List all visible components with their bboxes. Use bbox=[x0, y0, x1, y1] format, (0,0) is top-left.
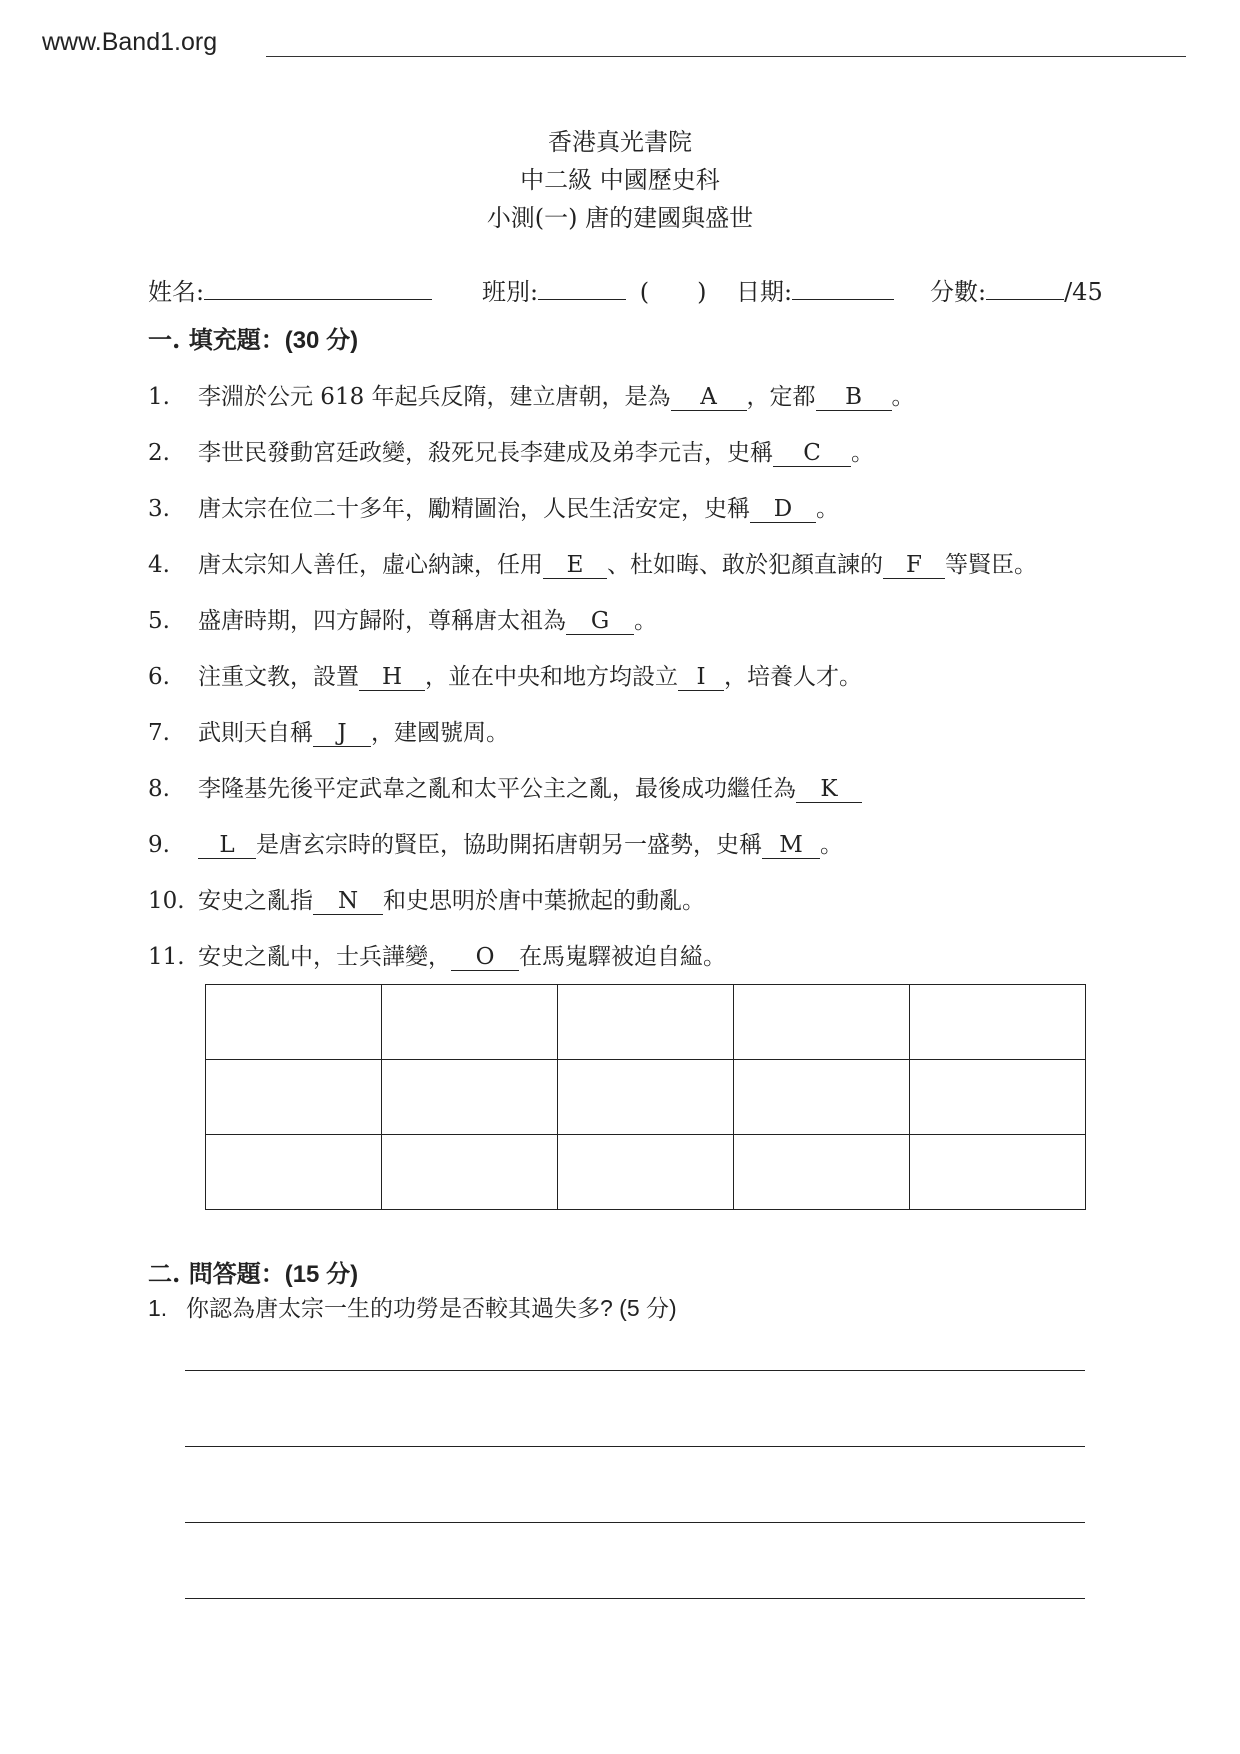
blank-M[interactable]: M bbox=[762, 832, 820, 859]
question-text: ，建國號周。 bbox=[371, 720, 509, 746]
site-header: www.Band1.org bbox=[42, 28, 218, 56]
question-text: 唐太宗在位二十多年，勵精圖治，人民生活安定，史稱 bbox=[198, 496, 750, 522]
blank-I[interactable]: I bbox=[678, 664, 724, 691]
question-6 bbox=[148, 658, 862, 691]
name-blank[interactable] bbox=[204, 275, 432, 300]
question-text: 武則天自稱 bbox=[198, 720, 313, 746]
blank-N[interactable]: N bbox=[313, 888, 383, 915]
answer-cell[interactable] bbox=[734, 1135, 910, 1210]
blank-C[interactable]: C bbox=[773, 440, 851, 467]
question-8 bbox=[148, 770, 862, 803]
answer-grid-row bbox=[206, 1135, 1086, 1210]
date-label: 日期: bbox=[736, 278, 793, 306]
answer-cell[interactable] bbox=[382, 1135, 558, 1210]
question-number: 8. bbox=[148, 776, 170, 802]
question-number: 3. bbox=[148, 496, 170, 522]
question-text: 李隆基先後平定武韋之亂和太平公主之亂，最後成功繼任為 bbox=[198, 776, 796, 802]
answer-cell[interactable] bbox=[206, 985, 382, 1060]
question-text: 安史之亂中，士兵譁變， bbox=[198, 944, 451, 970]
blank-H[interactable]: H bbox=[359, 664, 425, 691]
question-text: 是唐玄宗時的賢臣，協助開拓唐朝另一盛勢，史稱 bbox=[256, 832, 762, 858]
answer-line[interactable] bbox=[185, 1598, 1085, 1599]
school-name: 香港真光書院 bbox=[548, 128, 692, 156]
date-blank[interactable] bbox=[792, 275, 894, 300]
section1-number: 一. bbox=[148, 325, 181, 354]
answer-cell[interactable] bbox=[382, 985, 558, 1060]
blank-K[interactable]: K bbox=[796, 776, 862, 803]
blank-J[interactable]: J bbox=[313, 720, 371, 747]
question-4 bbox=[148, 546, 1037, 579]
paren-close: ) bbox=[697, 278, 707, 306]
blank-E[interactable]: E bbox=[543, 552, 607, 579]
question-number: 1. bbox=[148, 1295, 168, 1321]
question-text: 盛唐時期，四方歸附，尊稱唐太祖為 bbox=[198, 608, 566, 634]
question-text: 等賢臣。 bbox=[945, 552, 1037, 578]
answer-cell[interactable] bbox=[558, 1135, 734, 1210]
question-number: 11. bbox=[148, 944, 185, 970]
question-number: 2. bbox=[148, 440, 170, 466]
answer-cell[interactable] bbox=[910, 1135, 1086, 1210]
section2-points: (15 分) bbox=[284, 1261, 359, 1288]
question-text: 李淵於公元 618 年起兵反隋，建立唐朝，是為 bbox=[198, 384, 671, 410]
date-field[interactable] bbox=[736, 272, 894, 307]
question-number: 9. bbox=[148, 832, 170, 858]
quiz-title: 小測(一) 唐的建國與盛世 bbox=[486, 204, 754, 232]
answer-line[interactable] bbox=[185, 1446, 1085, 1447]
question-number: 7. bbox=[148, 720, 170, 746]
question-7 bbox=[148, 714, 509, 747]
score-total: /45 bbox=[1064, 278, 1103, 306]
section2-heading bbox=[148, 1254, 358, 1289]
blank-L[interactable]: L bbox=[198, 832, 256, 859]
answer-line[interactable] bbox=[185, 1370, 1085, 1371]
class-label: 班別: bbox=[482, 278, 539, 306]
question-number: 4. bbox=[148, 552, 170, 578]
score-field[interactable] bbox=[930, 272, 1103, 307]
question-text: 李世民發動宮廷政變，殺死兄長李建成及弟李元吉，史稱 bbox=[198, 440, 773, 466]
answer-cell[interactable] bbox=[558, 1060, 734, 1135]
blank-F[interactable]: F bbox=[883, 552, 945, 579]
blank-A[interactable]: A bbox=[671, 384, 747, 411]
essay-question-1 bbox=[148, 1290, 677, 1323]
question-1 bbox=[148, 378, 915, 411]
question-number: 10. bbox=[148, 888, 185, 914]
answer-grid-row bbox=[206, 985, 1086, 1060]
name-field[interactable] bbox=[148, 272, 432, 307]
question-text: 。 bbox=[851, 440, 874, 466]
blank-G[interactable]: G bbox=[566, 608, 634, 635]
question-number: 5. bbox=[148, 608, 170, 634]
answer-line[interactable] bbox=[185, 1522, 1085, 1523]
class-blank[interactable] bbox=[538, 275, 626, 300]
question-10 bbox=[148, 882, 705, 915]
question-text: ，定都 bbox=[746, 384, 816, 410]
question-number: 6. bbox=[148, 664, 170, 690]
question-number: 1. bbox=[148, 384, 170, 410]
question-11 bbox=[148, 938, 726, 971]
question-text: 和史思明於唐中葉掀起的動亂。 bbox=[383, 888, 705, 914]
section1-title: 填充題： bbox=[188, 325, 285, 354]
answer-cell[interactable] bbox=[910, 985, 1086, 1060]
blank-B[interactable]: B bbox=[816, 384, 892, 411]
name-label: 姓名: bbox=[148, 278, 205, 306]
answer-cell[interactable] bbox=[910, 1060, 1086, 1135]
question-text: 注重文教，設置 bbox=[198, 664, 359, 690]
score-label: 分數: bbox=[930, 278, 987, 306]
question-5 bbox=[148, 602, 657, 635]
course-title: 中二級 中國歷史科 bbox=[520, 166, 720, 194]
question-text: 。 bbox=[634, 608, 657, 634]
question-text: 。 bbox=[816, 496, 839, 522]
answer-cell[interactable] bbox=[206, 1135, 382, 1210]
section1-heading bbox=[148, 320, 358, 355]
answer-cell[interactable] bbox=[558, 985, 734, 1060]
answer-cell[interactable] bbox=[734, 1060, 910, 1135]
question-2 bbox=[148, 434, 874, 467]
score-blank[interactable] bbox=[986, 275, 1064, 300]
answer-cell[interactable] bbox=[206, 1060, 382, 1135]
question-9 bbox=[148, 826, 843, 859]
answer-grid bbox=[205, 984, 1086, 1210]
question-text: 、杜如晦、敢於犯顏直諫的 bbox=[607, 552, 883, 578]
question-text: ，培養人才。 bbox=[724, 664, 862, 690]
question-3 bbox=[148, 490, 839, 523]
blank-D[interactable]: D bbox=[750, 496, 816, 523]
section2-number: 二. bbox=[148, 1259, 181, 1288]
question-text: 。 bbox=[820, 832, 843, 858]
class-field[interactable] bbox=[482, 272, 706, 307]
answer-cell[interactable] bbox=[382, 1060, 558, 1135]
question-text: 你認為唐太宗一生的功勞是否較其過失多? (5 分) bbox=[186, 1295, 677, 1321]
answer-cell[interactable] bbox=[734, 985, 910, 1060]
paren-open: ( bbox=[639, 278, 650, 306]
header-rule bbox=[266, 56, 1186, 57]
question-text: 在馬嵬驛被迫自縊。 bbox=[519, 944, 726, 970]
answer-grid-row bbox=[206, 1060, 1086, 1135]
question-text: ，並在中央和地方均設立 bbox=[425, 664, 678, 690]
blank-O[interactable]: O bbox=[451, 944, 519, 971]
section2-title: 問答題： bbox=[188, 1259, 285, 1288]
question-text: 安史之亂指 bbox=[198, 888, 313, 914]
question-text: 唐太宗知人善任，虛心納諫，任用 bbox=[198, 552, 543, 578]
question-text: 。 bbox=[891, 384, 915, 410]
section1-points: (30 分) bbox=[284, 327, 359, 354]
